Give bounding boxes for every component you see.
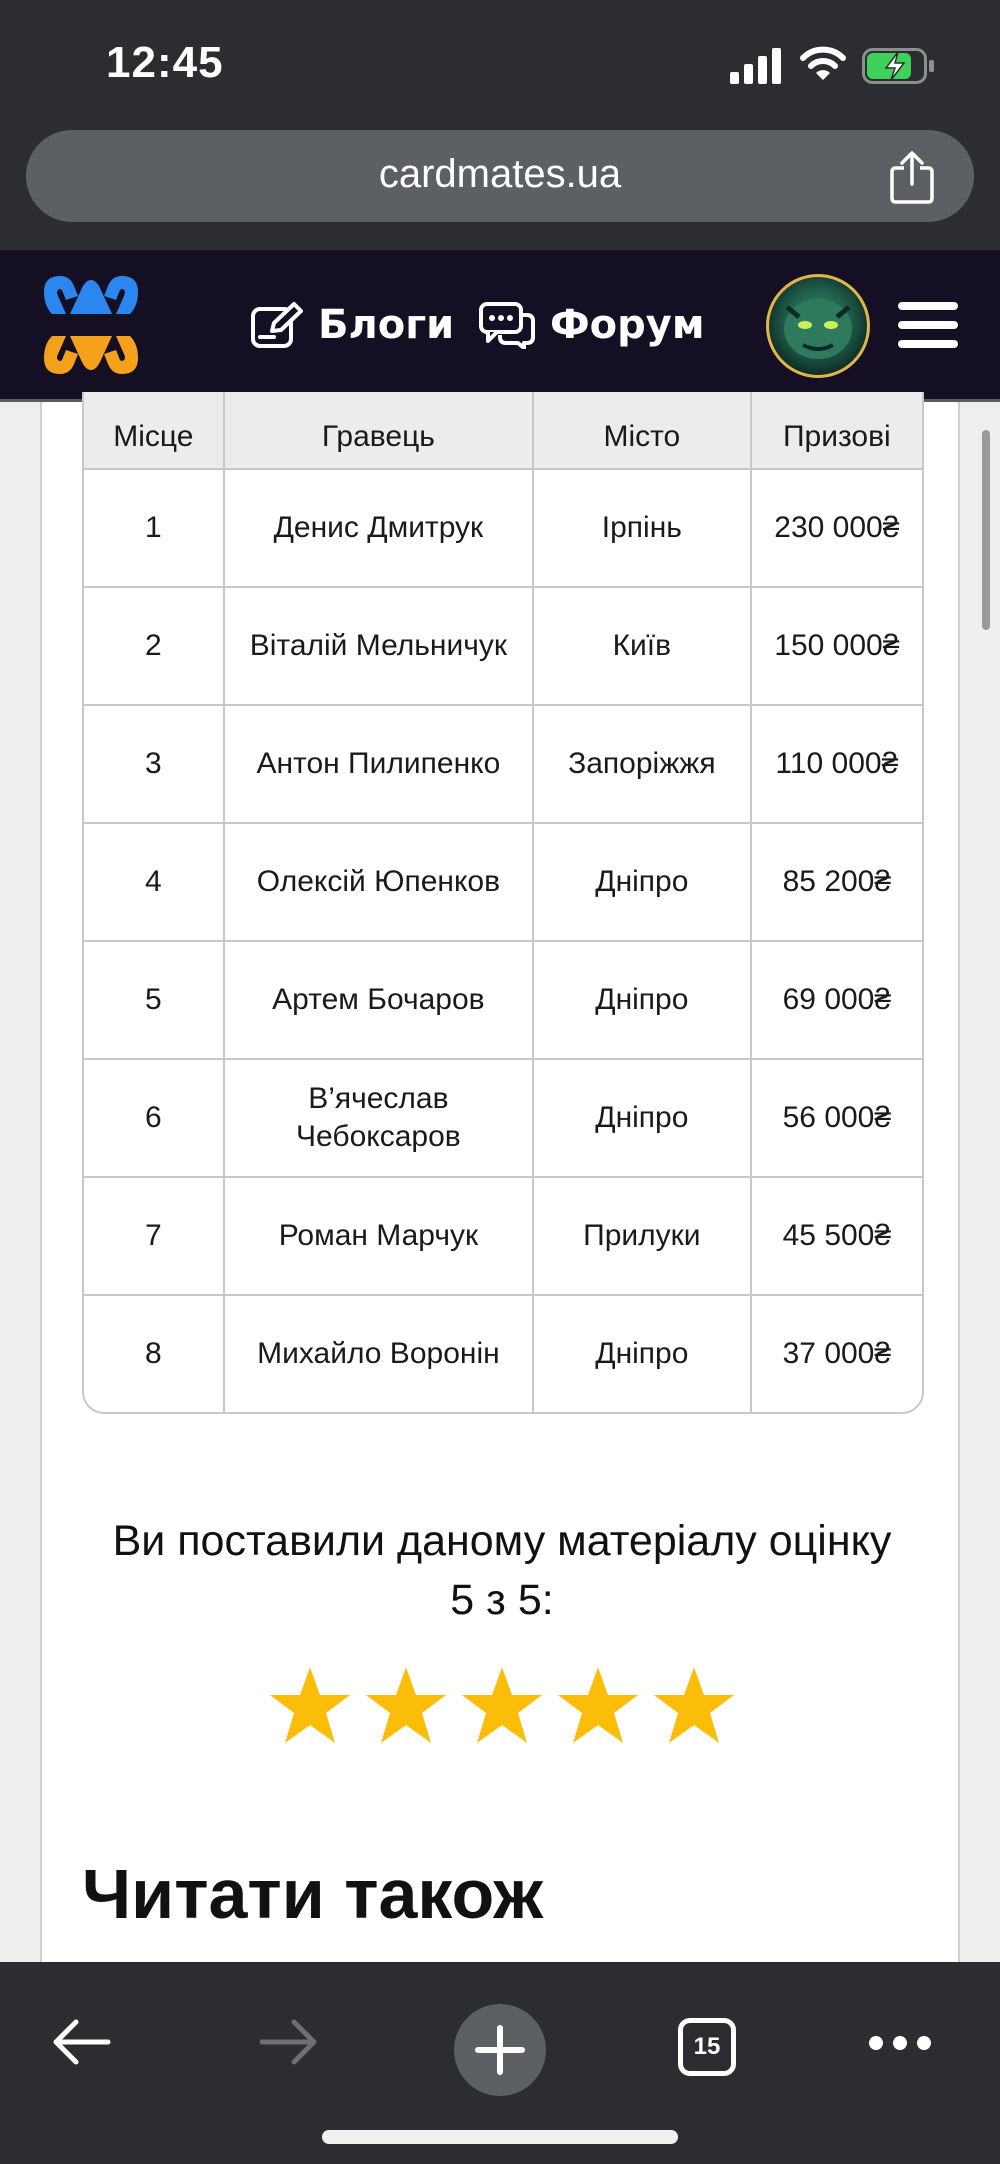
address-bar[interactable] <box>26 130 974 222</box>
rating-stars <box>268 1664 736 1748</box>
cell-city: Прилуки <box>533 1177 751 1295</box>
cell-place: 8 <box>84 1295 224 1412</box>
cell-prize: 56 000₴ <box>751 1059 922 1177</box>
browser-toolbar <box>0 130 1000 250</box>
cell-city: Дніпро <box>533 1295 751 1412</box>
cell-prize: 230 000₴ <box>751 469 922 587</box>
battery-charging-icon <box>862 48 936 84</box>
status-bar <box>0 0 1000 130</box>
cell-place: 2 <box>84 587 224 705</box>
cell-city: Дніпро <box>533 941 751 1059</box>
cell-city: Київ <box>533 587 751 705</box>
cell-player: В’ячеслав Чебоксаров <box>224 1059 533 1177</box>
cell-place: 7 <box>84 1177 224 1295</box>
cell-city: Ірпінь <box>533 469 751 587</box>
star-icon[interactable] <box>556 1664 640 1748</box>
avatar-image <box>769 277 867 375</box>
star-icon[interactable] <box>268 1664 352 1748</box>
header-prize: Призові <box>751 392 922 469</box>
results-table <box>82 392 924 1414</box>
home-indicator[interactable] <box>322 2130 678 2144</box>
cell-city: Дніпро <box>533 1059 751 1177</box>
cell-player: Денис Дмитрук <box>224 469 533 587</box>
cell-place: 5 <box>84 941 224 1059</box>
cellular-signal-icon <box>730 48 782 84</box>
table-row <box>84 1177 922 1295</box>
nav-forum[interactable] <box>478 300 705 350</box>
cell-player: Антон Пилипенко <box>224 705 533 823</box>
cell-city: Запоріжжя <box>533 705 751 823</box>
menu-icon[interactable] <box>898 302 958 348</box>
article-content <box>40 402 960 1962</box>
cell-prize: 85 200₴ <box>751 823 922 941</box>
table-row <box>84 823 922 941</box>
user-avatar[interactable] <box>766 274 870 378</box>
cell-place: 1 <box>84 469 224 587</box>
back-arrow-icon[interactable] <box>50 2012 112 2072</box>
chat-bubbles-icon <box>478 301 536 349</box>
table-header-row <box>84 392 922 469</box>
cell-prize: 69 000₴ <box>751 941 922 1059</box>
table-row <box>84 1059 922 1177</box>
wifi-icon <box>800 44 846 84</box>
table-row <box>84 941 922 1059</box>
cell-player: Михайло Воронін <box>224 1295 533 1412</box>
tabs-button[interactable]: 15 <box>678 2018 736 2076</box>
cell-place: 6 <box>84 1059 224 1177</box>
cell-city: Дніпро <box>533 823 751 941</box>
nav-forum-label: Форум <box>550 302 705 348</box>
new-tab-button[interactable] <box>454 2004 546 2096</box>
read-also-heading: Читати також <box>82 1855 543 1933</box>
more-options-icon[interactable] <box>868 2034 932 2052</box>
table-row <box>84 469 922 587</box>
cell-place: 4 <box>84 823 224 941</box>
share-icon[interactable] <box>888 150 936 204</box>
header-player: Гравець <box>224 392 533 469</box>
cell-player: Віталій Мельничук <box>224 587 533 705</box>
cell-prize: 150 000₴ <box>751 587 922 705</box>
table-row <box>84 587 922 705</box>
star-icon[interactable] <box>652 1664 736 1748</box>
cardmates-logo[interactable] <box>36 270 146 380</box>
star-icon[interactable] <box>460 1664 544 1748</box>
edit-icon <box>250 301 304 349</box>
cell-prize: 45 500₴ <box>751 1177 922 1295</box>
site-header <box>0 250 1000 402</box>
forward-arrow-icon[interactable] <box>258 2012 320 2072</box>
star-icon[interactable] <box>364 1664 448 1748</box>
table-row <box>84 1295 922 1412</box>
cell-prize: 37 000₴ <box>751 1295 922 1412</box>
header-city: Місто <box>533 392 751 469</box>
header-place: Місце <box>84 392 224 469</box>
cell-player: Артем Бочаров <box>224 941 533 1059</box>
nav-blogs-label: Блоги <box>318 302 455 348</box>
cell-player: Роман Марчук <box>224 1177 533 1295</box>
cell-prize: 110 000₴ <box>751 705 922 823</box>
plus-icon <box>454 2004 546 2096</box>
table-row <box>84 705 922 823</box>
url-text[interactable]: cardmates.ua <box>378 152 622 196</box>
page-scrollbar[interactable] <box>982 430 990 630</box>
cell-place: 3 <box>84 705 224 823</box>
rating-message: Ви поставили даному матеріалу оцінку 5 з 5: <box>112 1517 892 1624</box>
cell-player: Олексій Юпенков <box>224 823 533 941</box>
clock: 12:45 <box>106 38 224 87</box>
nav-blogs[interactable] <box>250 300 454 350</box>
